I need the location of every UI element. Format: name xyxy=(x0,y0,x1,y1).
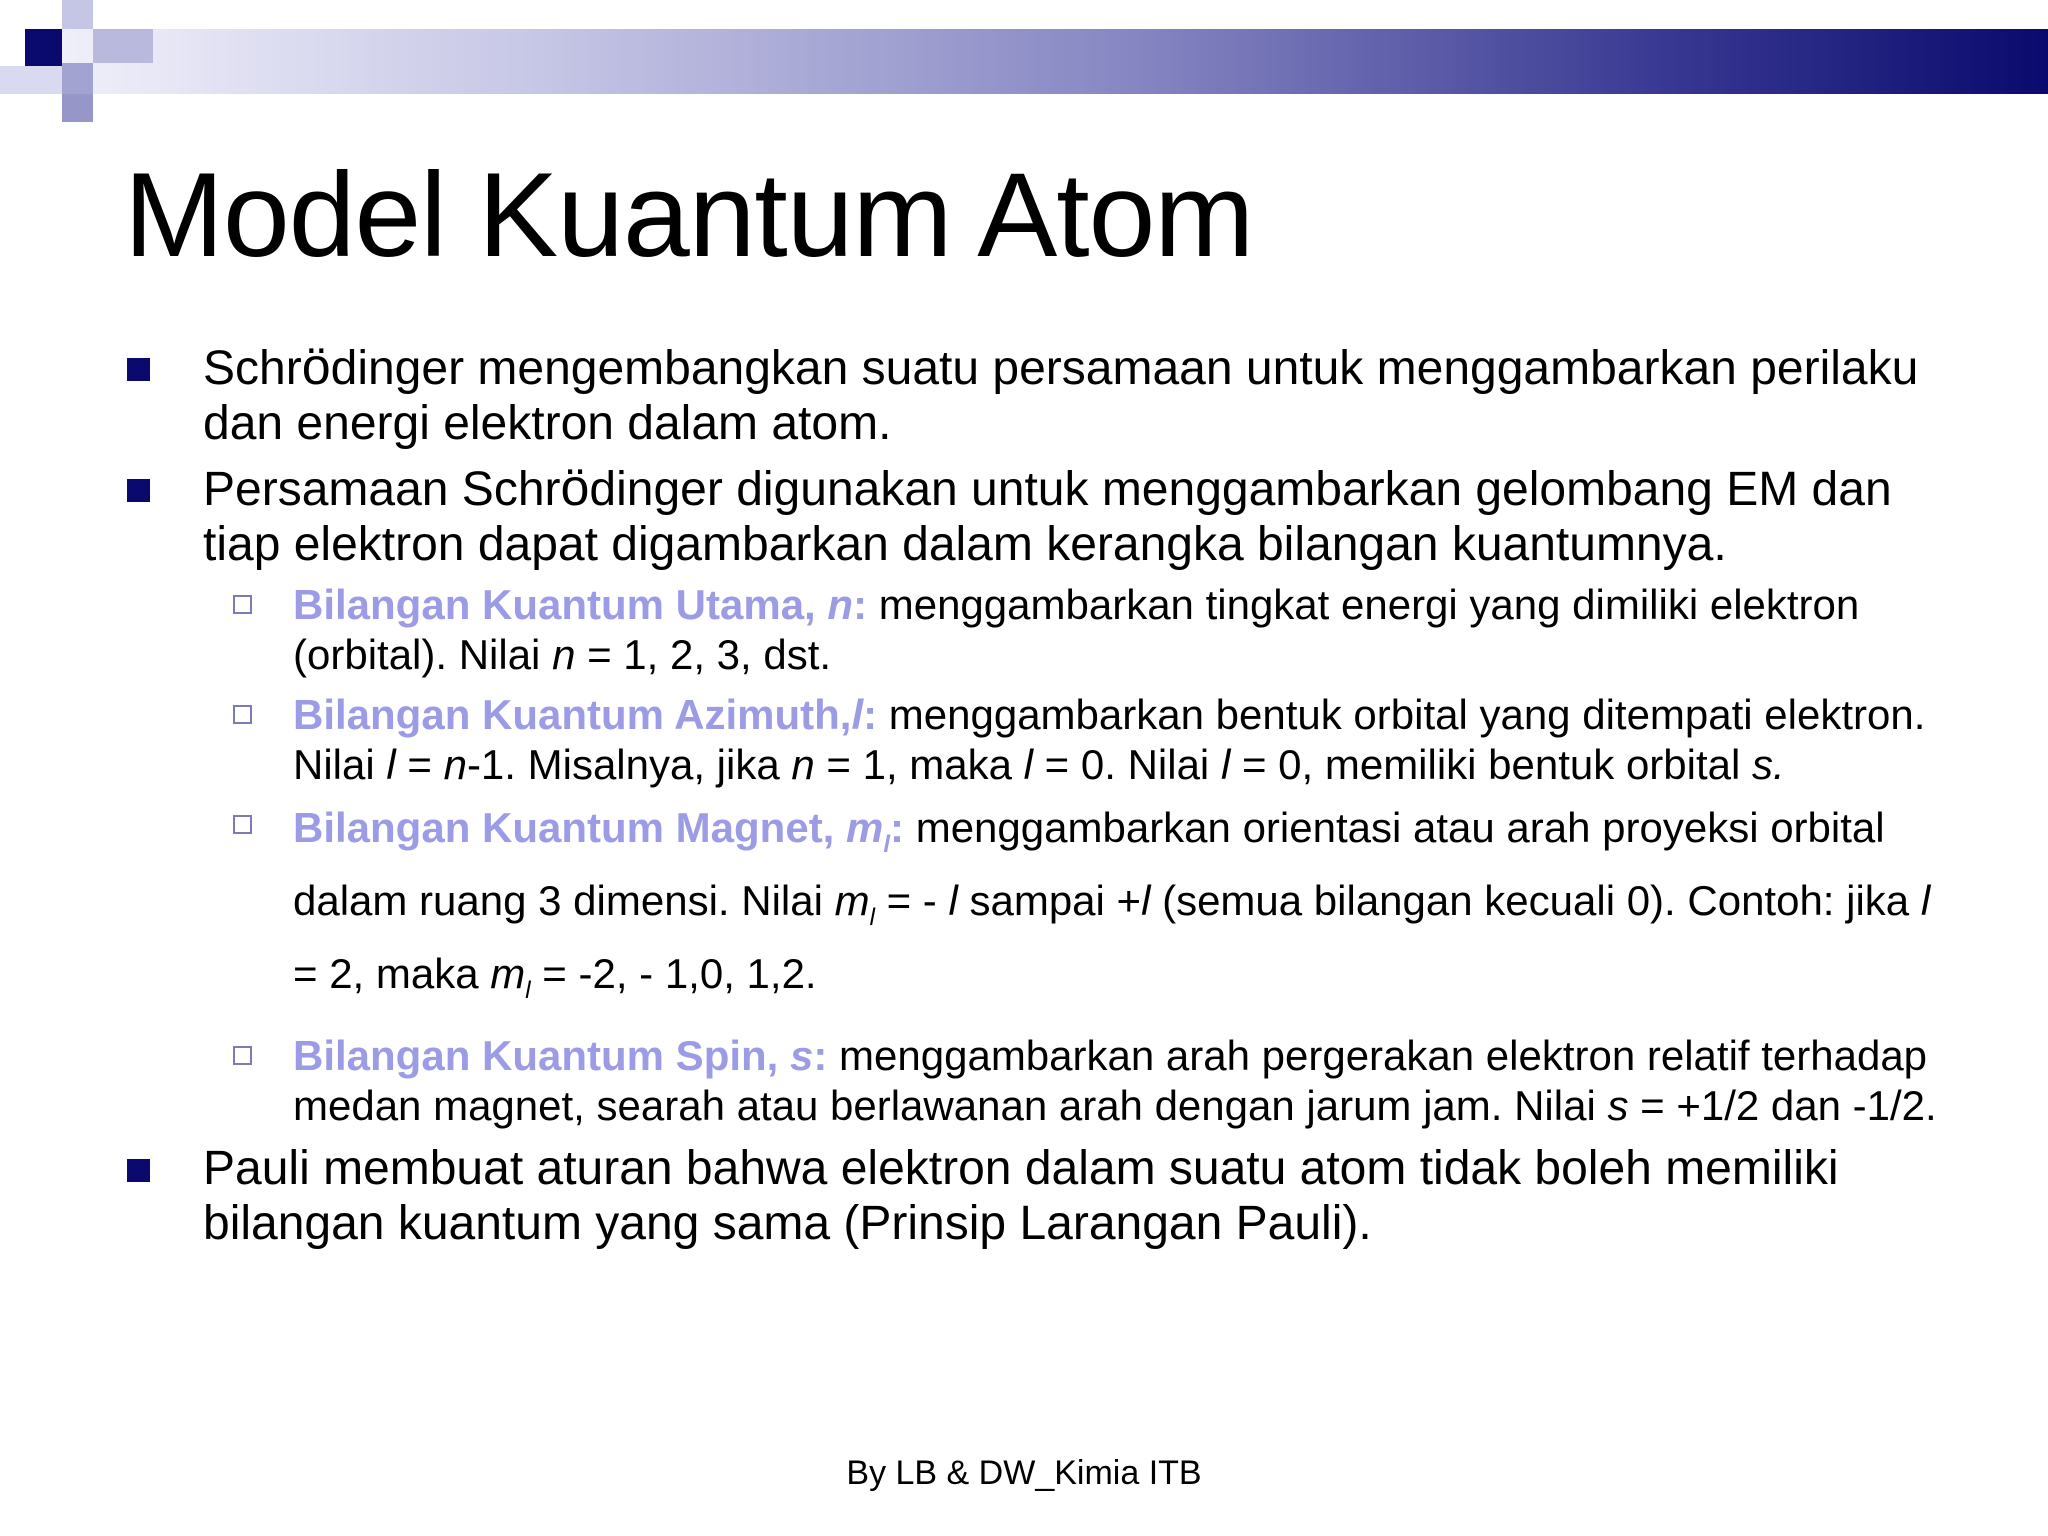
decor-square xyxy=(62,0,93,29)
decor-square xyxy=(0,66,62,94)
bullet-schrodinger-equation: Schrödinger mengembangkan suatu persamaan untuk menggambarkan perilaku dan energi elektron dalam atom. xyxy=(0,340,1953,451)
square-bullet-icon xyxy=(127,358,150,381)
hollow-square-bullet-icon xyxy=(233,595,252,614)
square-bullet-icon xyxy=(127,1159,150,1182)
decor-square xyxy=(62,63,93,94)
hollow-square-bullet-icon xyxy=(233,815,252,834)
bullet-pauli-exclusion: Pauli membuat aturan bahwa elektron dalam suatu atom tidak boleh memiliki bilangan kuantum yang sama (Prinsip Larangan Pauli). xyxy=(0,1141,1953,1251)
decor-square xyxy=(93,29,153,63)
header-gradient-bar xyxy=(36,29,2048,94)
decor-square xyxy=(62,94,93,122)
subbullet-azimuthal-quantum-number: Bilangan Kuantum Azimuth,l: menggambarkan bentuk orbital yang ditempati elektron. Nilai l = n-1. Misalnya, jika n = 1, maka l = 0. Nilai l = 0, memiliki bentuk orbital s. xyxy=(0,690,1963,790)
decor-square xyxy=(25,29,62,66)
hollow-square-bullet-icon xyxy=(233,705,252,724)
square-bullet-icon xyxy=(127,479,150,502)
slide-body xyxy=(0,340,2048,1251)
subbullet-magnetic-quantum-number: Bilangan Kuantum Magnet, $m_l$: menggambarkan orientasi atau arah proyeksi orbital dalam ruang 3 dimensi. Nilai $m_l$ = - l sampai +l (semua bilangan kecuali 0). Contoh: jika l = 2, maka $m_l = -2$, - 1,0, 1,2. xyxy=(0,800,1963,1019)
bullet-schrodinger-usage: Persamaan Schrödinger digunakan untuk menggambarkan gelombang EM dan tiap elektron dapat digambarkan dalam kerangka bilangan kuantumnya. xyxy=(0,461,1953,572)
slide-title: Model Kuantum Atom xyxy=(124,148,1254,282)
subbullet-spin-quantum-number: Bilangan Kuantum Spin, s: menggambarkan arah pergerakan elektron relatif terhadap medan magnet, searah atau berlawanan arah dengan jarum jam. Nilai s = +1/2 dan -1/2. xyxy=(0,1031,1963,1131)
hollow-square-bullet-icon xyxy=(233,1046,252,1065)
subbullet-principal-quantum-number: Bilangan Kuantum Utama, n: menggambarkan tingkat energi yang dimiliki elektron (orbital). Nilai n = 1, 2, 3, dst. xyxy=(0,580,1963,680)
slide-footer: By LB & DW_Kimia ITB xyxy=(846,1454,1202,1492)
